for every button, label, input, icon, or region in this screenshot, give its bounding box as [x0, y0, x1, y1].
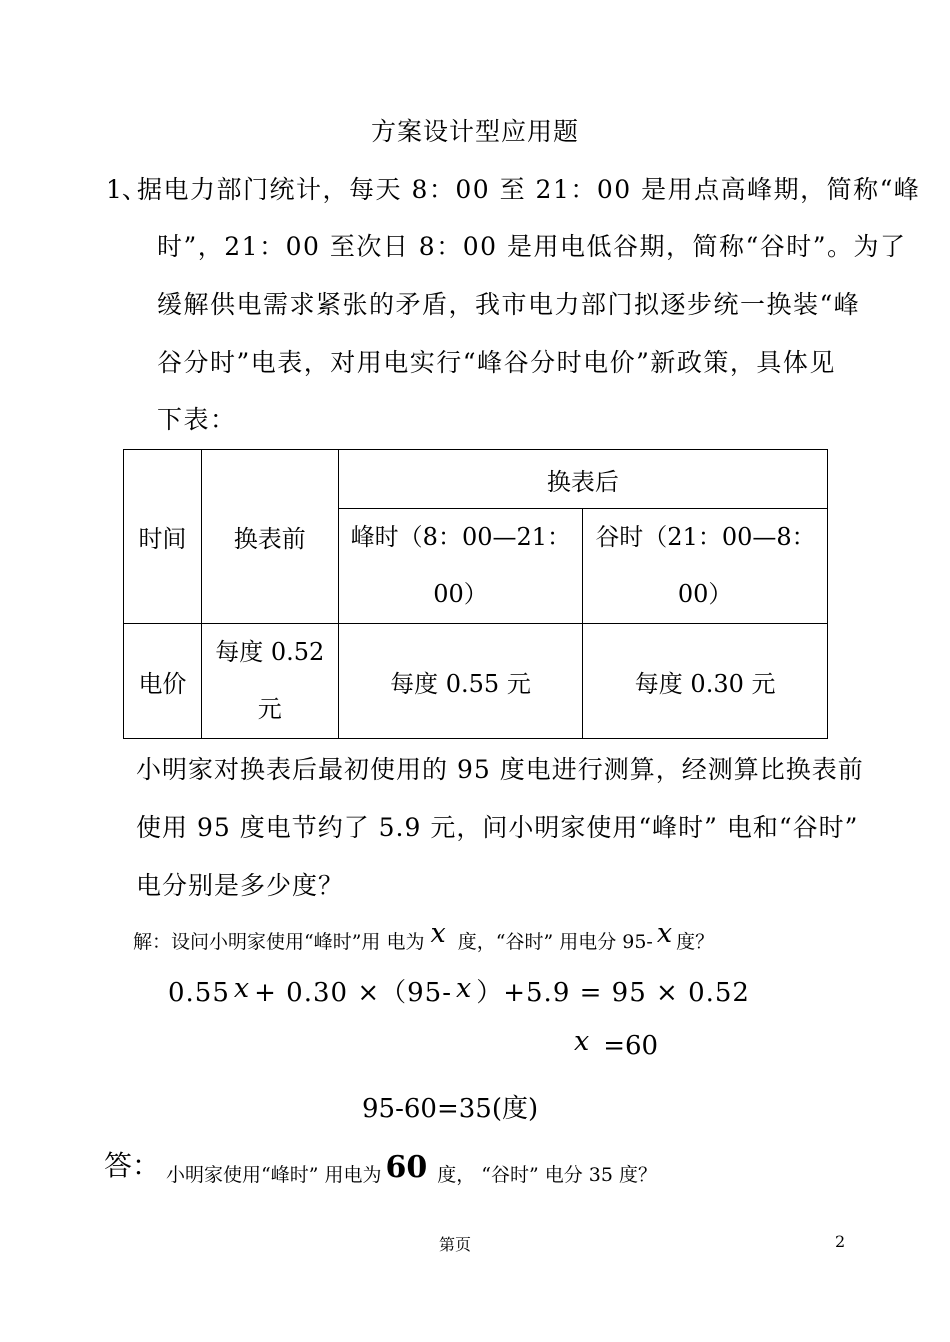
answer-part1: 小明家使用“峰时” 用电为	[166, 1164, 382, 1186]
question-line-4: 谷分时”电表，对用电实行“峰谷分时电价”新政策，具体见	[157, 348, 836, 377]
footer-page-label: 第页	[438, 1235, 471, 1254]
answer-value: 60	[385, 1150, 428, 1185]
result-var-x: x	[574, 1026, 590, 1057]
eq-middle: + 0.30 ×（95-	[254, 978, 452, 1008]
valley-price-cell: 每度 0.30 元	[583, 624, 828, 739]
peak-price-cell: 每度 0.55 元	[338, 624, 583, 739]
price-table	[123, 449, 828, 739]
valley-header-line2: 00）	[677, 580, 733, 608]
valley-header-line1: 谷时（21：00—8：	[595, 523, 816, 551]
solution-var-x: x	[430, 918, 446, 949]
question-number: 1、	[106, 175, 147, 204]
eq-coef: 0.55	[168, 978, 230, 1008]
answer-text	[166, 1150, 658, 1189]
footer-page-number: 2	[835, 1232, 846, 1251]
peak-header-line2: 00）	[433, 580, 488, 608]
problem-line-3: 电分别是多少度？	[136, 871, 345, 900]
eq-var-x: x	[233, 973, 251, 1004]
solution-setup	[133, 918, 715, 955]
result-value: =60	[603, 1031, 659, 1061]
price-label-cell: 电价	[124, 624, 202, 739]
valley-header-cell	[583, 509, 828, 624]
before-header-cell: 换表前	[201, 450, 338, 624]
page-title: 方案设计型应用题	[370, 117, 579, 146]
eq-var-x-2: x	[456, 973, 473, 1004]
eq-rhs: ）+5.9 = 95 × 0.52	[476, 978, 750, 1008]
peak-header-cell	[338, 509, 583, 624]
question-line-2: 时”，21：00 至次日 8：00 是用电低谷期，简称“谷时”。为了	[157, 232, 907, 261]
question-line-3: 缓解供电需求紧张的矛盾，我市电力部门拟逐步统一换装“峰	[157, 290, 861, 319]
question-line-1: 据电力部门统计，每天 8：00 至 21：00 是用点高峰期，简称“峰	[137, 175, 921, 204]
solution-part1: 解：设问小明家使用“峰时”用 电为	[133, 931, 425, 953]
question-line-5: 下表：	[157, 405, 237, 434]
peak-header-line1: 峰时（8：00—21：	[350, 523, 572, 551]
after-header-cell: 换表后	[338, 450, 827, 509]
problem-line-1: 小明家对换表后最初使用的 95 度电进行测算，经测算比换表前	[136, 755, 864, 784]
time-header-cell: 时间	[124, 450, 202, 624]
answer-label: 答：	[104, 1149, 161, 1182]
problem-line-2: 使用 95 度电节约了 5.9 元，问小明家使用“峰时” 电和“谷时”	[136, 813, 859, 842]
solution-part2: 度，“谷时” 用电分 95-	[451, 931, 653, 953]
equation-result	[574, 1026, 659, 1061]
before-price-cell	[201, 624, 338, 739]
solution-var-x-2: x	[656, 918, 673, 949]
solution-part3: 度？	[676, 931, 715, 953]
before-price-line1: 每度 0.52	[215, 638, 325, 666]
before-price-line2: 元	[257, 695, 282, 723]
subtraction-result: 95-60=35(度)	[362, 1094, 539, 1124]
equation	[168, 972, 750, 1009]
answer-part2: 度， “谷时” 电分 35 度？	[431, 1164, 658, 1186]
